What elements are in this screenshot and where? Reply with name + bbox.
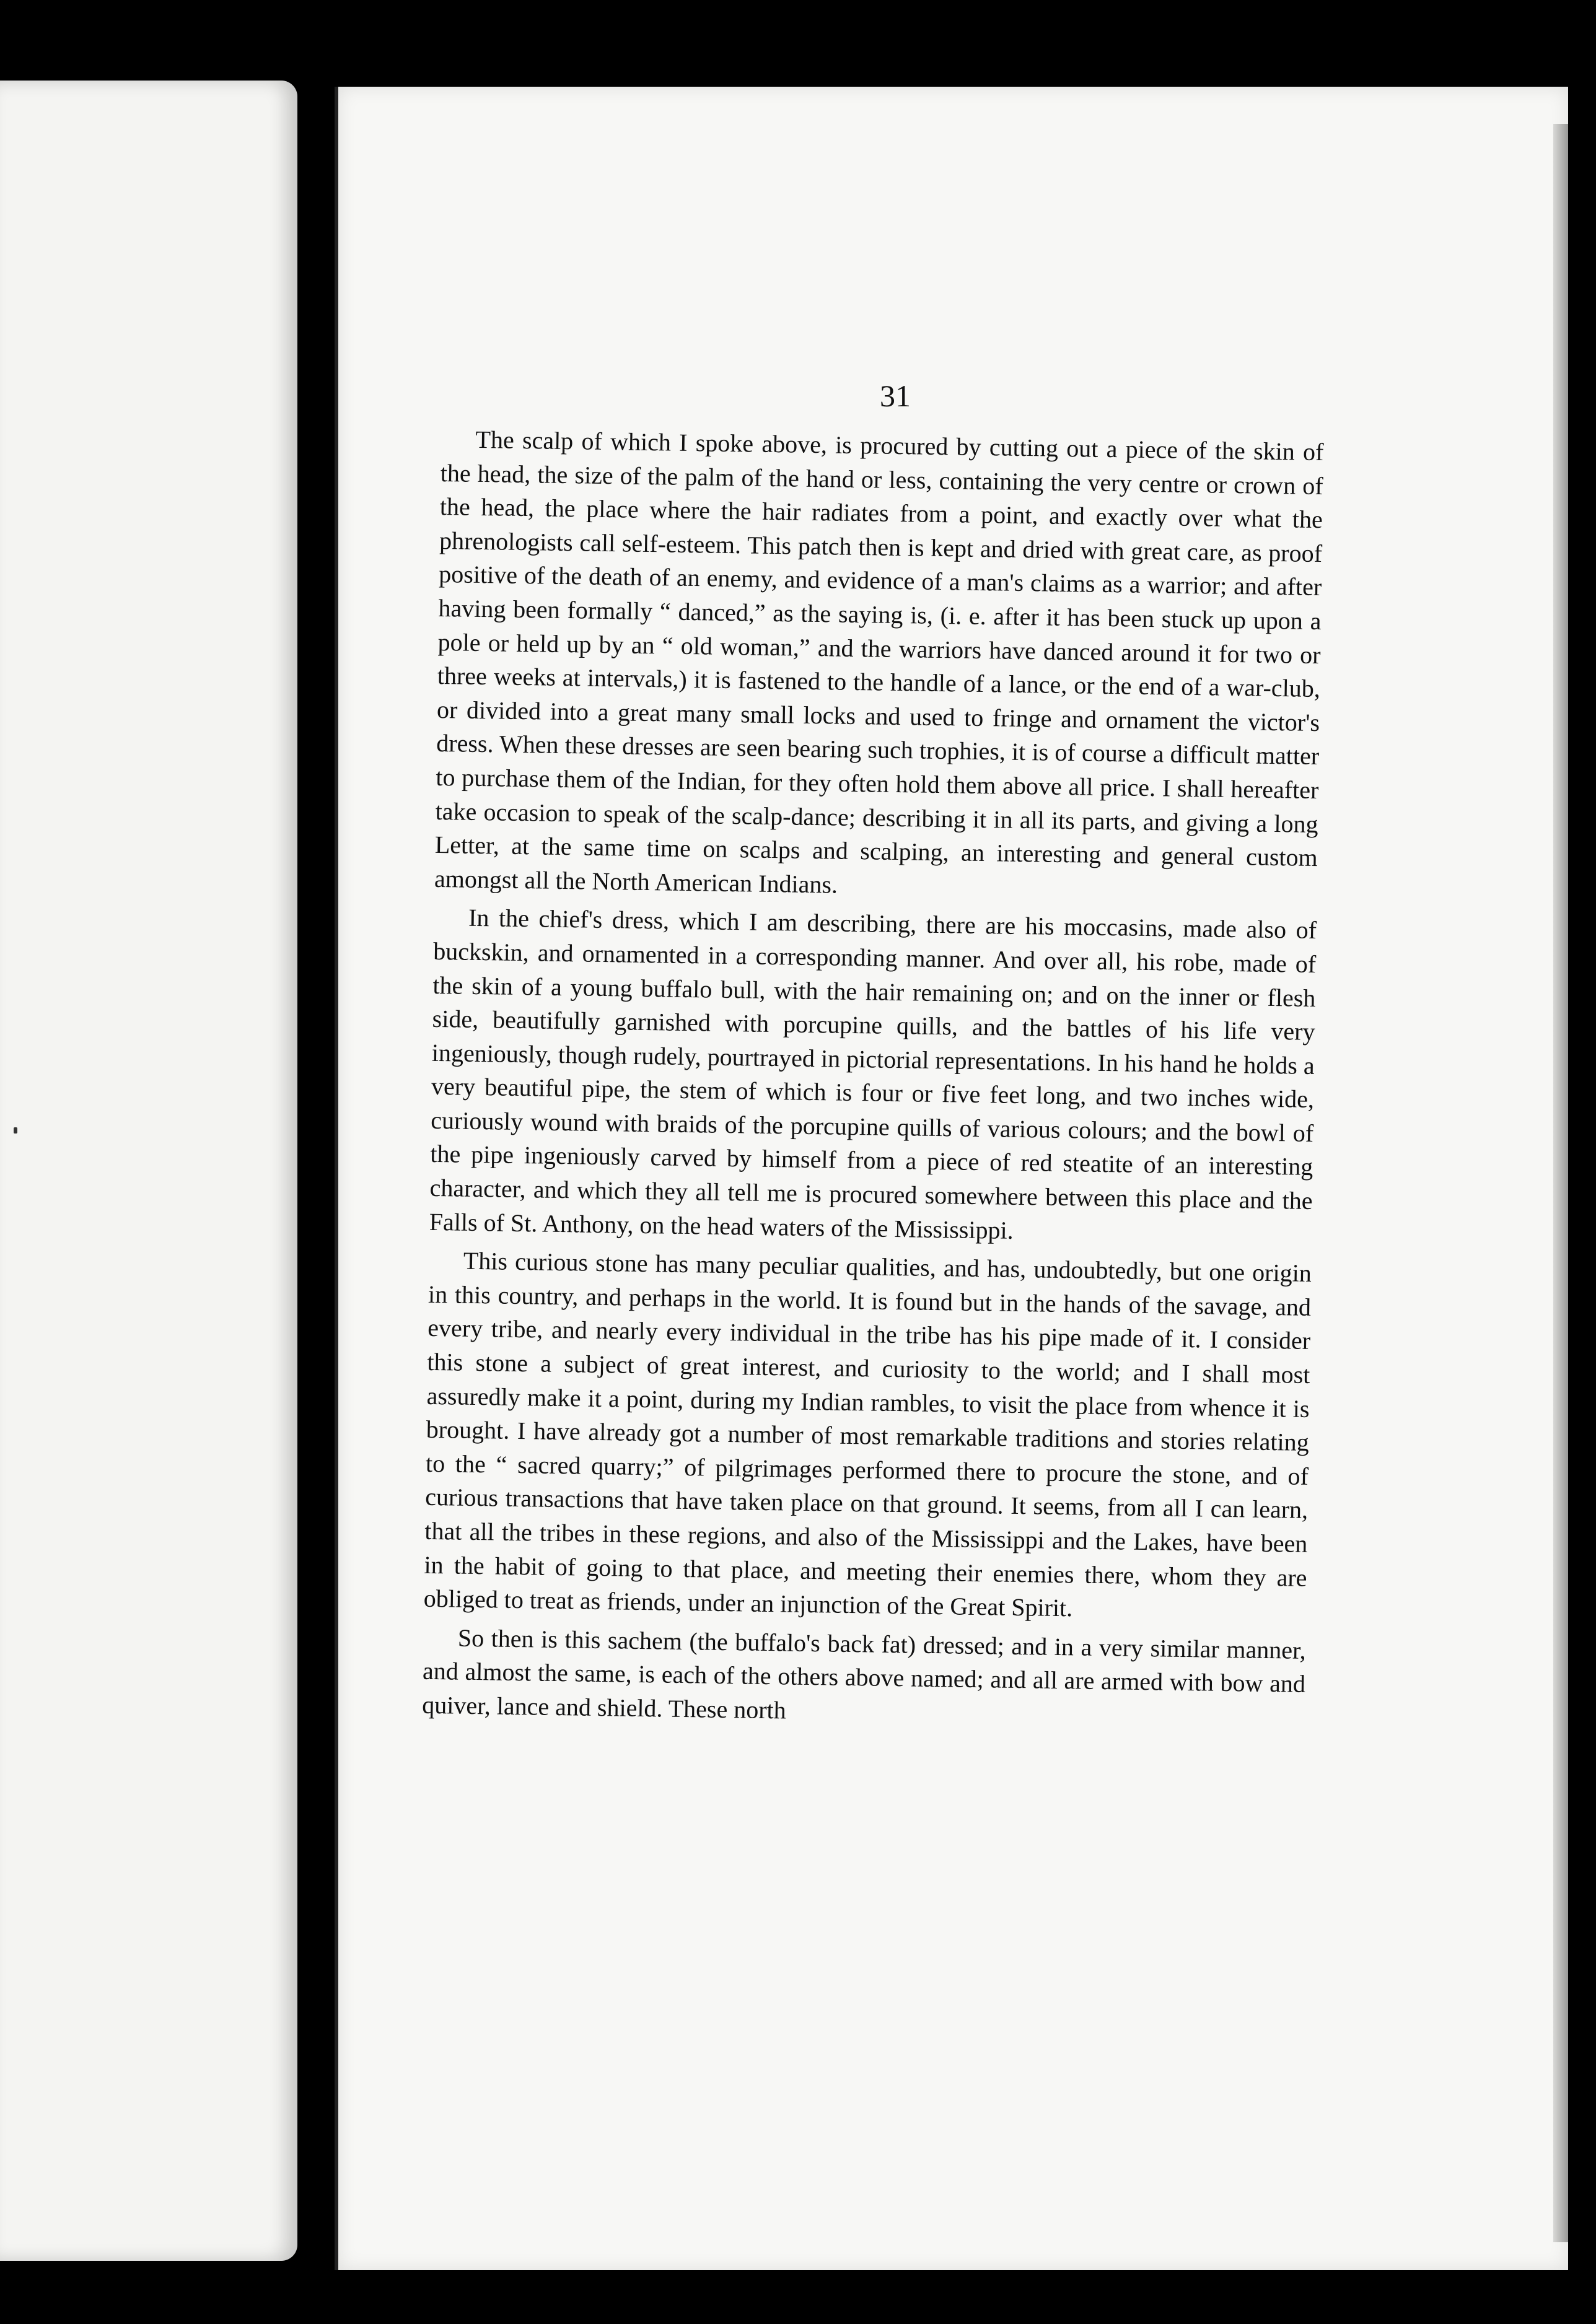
page-edge [1553,124,1568,2242]
paragraph-curious-stone: This curious stone has many peculiar qualities, and has, undoubtedly, but one origin in this country, and perhaps in the world. It is found but in the hands of the savage, and every tribe, and nearly every individual in the tribe has his pipe made of it. I consider this stone a subject of great interest, and curiosity to the world; and I shall most assuredly make it a point, during my Indian rambles, to visit the place from whence it is brought. I have already got a number of most remarkable traditions and stories relating to the “ sacred quarry;” of pilgrimages performed there to procure the stone, and of curious transactions that have taken place on that ground. It seems, from all I can learn, that all the tribes in these regions, and also of the Mississippi and the Lakes, have been in the habit of going to that place, and meeting their enemies there, whom they are obliged to treat as friends, under an injunction of the Great Spirit. [423,1246,1312,1622]
paragraph-scalp: The scalp of which I spoke above, is procured by cutting out a piece of the skin of the head, the size of the palm of the hand or less, containing the very centre or crown of the head, the place where the hair radiates from a point, and exactly over what the phrenologists call self-esteem. This patch then is kept and dried with great care, as proof positive of the death of an enemy, and evidence of a man's claims as a warrior; and after having been formally “ danced,” as the saying is, (i. e. after it has been stuck up upon a pole or held up by an “ old woman,” and the warriors have danced around it for two or three weeks at intervals,) it is fastened to the handle of a lance, or the end of a war-club, or divided into a great many small locks and used to fringe and ornament the victor's dress. When these dresses are seen bearing such trophies, it is of course a difficult matter to purchase them of the Indian, for they often hold them above all price. I shall hereafter take occasion to speak of the scalp-dance; describing it in all its parts, and giving a long Letter, at the same time on scalps and scalping, an interesting and general custom amongst all the North American Indians. [434,425,1324,899]
body-text [422,422,1324,1735]
page-number: 31 [880,378,911,413]
ink-speck [14,1127,17,1134]
paragraph-sachem: So then is this sachem (the buffalo's back fat) dressed; and in a very similar manner, and almost the same, is each of the others above named; and all are armed with bow and quiver, lance and shield. These north [421,1623,1307,1724]
left-page [0,81,297,2261]
paragraph-chiefs-dress: In the chief's dress, which I am describing, there are his moccasins, made also of buckskin, and ornamented in a corresponding manner. And over all, his robe, made of the skin of a young buffalo bull, with the hair remaining on; and on the inner or flesh side, beautifully garnished with porcupine quills, and the battles of his life very ingeniously, though rudely, pourtrayed in pictorial representations. In his hand he holds a very beautiful pipe, the stem of which is four or five feet long, and two inches wide, curiously wound with braids of the porcupine quills of various colours; and the bowl of the pipe ingeniously carved by himself from a piece of red steatite of an interesting character, and which they all tell me is procured somewhere between this place and the Falls of St. Anthony, on the head waters of the Mississippi. [429,904,1317,1244]
